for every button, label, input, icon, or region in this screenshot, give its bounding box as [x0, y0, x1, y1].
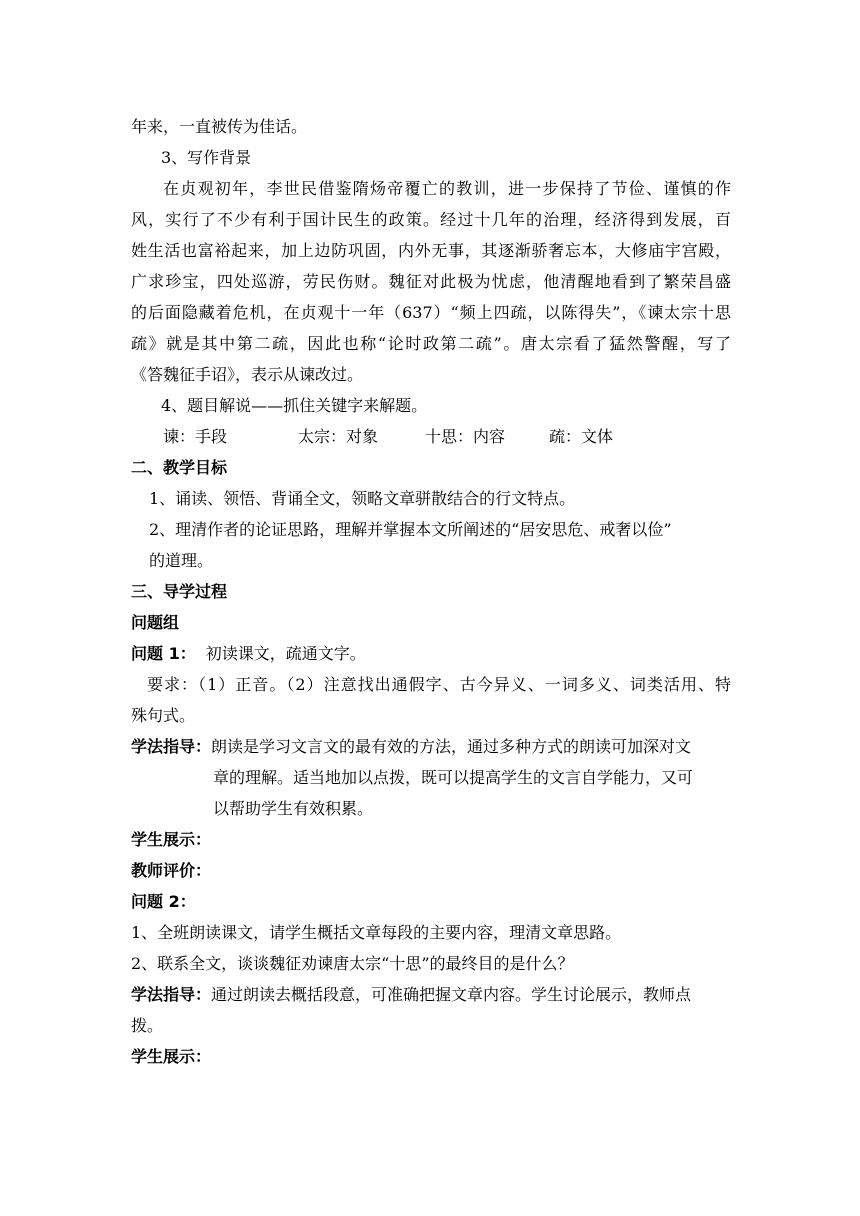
- question-1-label: 问题 1：: [131, 644, 196, 663]
- heading-teaching-goals: 二、教学目标: [131, 458, 228, 477]
- text-line: 疏》就是其中第二疏，因此也称“论时政第二疏”。唐太宗看了猛然警醒，写了: [131, 334, 731, 353]
- text-line: 拨。: [131, 1016, 164, 1035]
- text-line: 广求珍宝，四处巡游，劳民伤财。魏征对此极为忧虑，他清醒地看到了繁荣昌盛: [131, 272, 731, 291]
- text-line: 在贞观初年，李世民借鉴隋炀帝覆亡的教训，进一步保持了节俭、谨慎的作: [163, 179, 731, 198]
- study-guide-label: 学法指导：: [131, 737, 212, 756]
- text-line: 姓生活也富裕起来，加上边防巩固，内外无事，其逐渐骄奢忘本，大修庙宇宫殿，: [131, 241, 731, 260]
- keyword-taizong: 太宗：对象: [298, 427, 379, 446]
- student-display-label: 学生展示：: [131, 1047, 212, 1066]
- text-line: 章的理解。适当地加以点拨，既可以提高学生的文言自学能力，又可: [213, 768, 694, 787]
- student-display-label: 学生展示：: [131, 830, 212, 849]
- question-2-item-2: 2、联系全文，谈谈魏征劝谏唐太宗“十思”的最终目的是什么？: [131, 954, 574, 973]
- study-guide-2: [131, 979, 731, 1010]
- question-group-label: 问题组: [131, 613, 180, 632]
- text-line: 殊句式。: [131, 706, 196, 725]
- keyword-row: [131, 421, 731, 452]
- text-line: 以帮助学生有效积累。: [213, 799, 374, 818]
- goal-item-2: 2、理清作者的论证思路，理解并掌握本文所阐述的“居安思危、戒奢以俭”: [149, 520, 672, 539]
- heading-guided-process: 三、导学过程: [131, 582, 228, 601]
- question-1: [131, 638, 731, 669]
- question-2-item-1: 1、全班朗读课文，请学生概括文章每段的主要内容，理清文章思路。: [131, 923, 622, 942]
- study-guide-text: 朗读是学习文言文的最有效的方法，通过多种方式的朗读可加深对文: [211, 737, 692, 756]
- keyword-shisi: 十思：内容: [425, 427, 506, 446]
- keyword-jian: 谏：手段: [163, 427, 228, 446]
- text-line: 的后面隐藏着危机，在贞观十一年（637）“频上四疏，以陈得失”，《谏太宗十思: [131, 303, 731, 322]
- text-line: 的道理。: [149, 551, 214, 570]
- section-heading-writing-background: 3、写作背景: [161, 148, 252, 167]
- question-1-text: 初读课文，疏通文字。: [205, 644, 366, 663]
- section-heading-title-explanation: 4、题目解说——抓住关键字来解题。: [161, 396, 428, 415]
- study-guide-1: [131, 731, 731, 762]
- study-guide-text: 通过朗读去概括段意，可准确把握文章内容。学生讨论展示，教师点: [211, 985, 692, 1004]
- teacher-evaluation-label: 教师评价：: [131, 861, 212, 880]
- keyword-shu: 疏：文体: [549, 427, 614, 446]
- question-2-label: 问题 2：: [131, 892, 196, 911]
- study-guide-label: 学法指导：: [131, 985, 212, 1004]
- goal-item-1: 1、诵读、领悟、背诵全文，领略文章骈散结合的行文特点。: [149, 489, 576, 508]
- text-line: 风，实行了不少有利于国计民生的政策。经过十几年的治理，经济得到发展，百: [131, 210, 731, 229]
- text-line: 《答魏征手诏》，表示从谏改过。: [131, 365, 364, 384]
- text-line: 年来，一直被传为佳话。: [131, 117, 308, 136]
- document-page: [131, 111, 731, 1072]
- requirement-line: 要求：（1）正音。（2）注意找出通假字、古今异义、一词多义、词类活用、特: [147, 675, 731, 694]
